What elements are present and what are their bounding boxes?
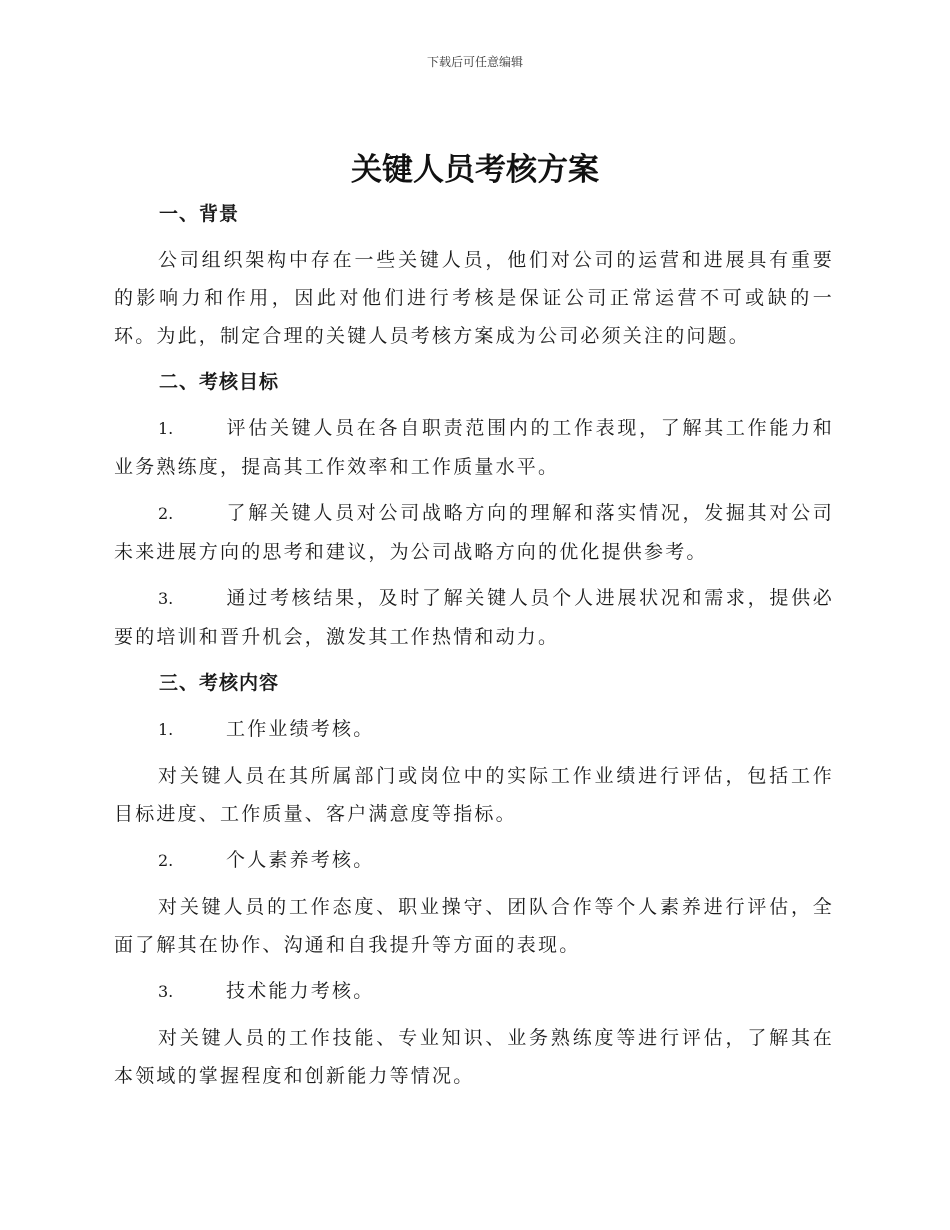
background-paragraph: 公司组织架构中存在一些关键人员，他们对公司的运营和进展具有重要的影响力和作用，因此对他们进行考核是保证公司正常运营不可或缺的一环。为此，制定合理的关键人员考核方案成为公司必须关注的问题。 [114, 249, 834, 347]
content-item-title: 个人素养考核。 [226, 849, 375, 871]
goal-item-text: 了解关键人员对公司战略方向的理解和落实情况，发掘其对公司未来进展方向的思考和建议，为公司战略方向的优化提供参考。 [114, 502, 834, 563]
goal-item-number: 1. [158, 419, 174, 438]
content-item-3-title [114, 972, 834, 1011]
content-item-2-title [114, 841, 834, 880]
section-heading-content: 三、考核内容 [159, 672, 280, 694]
content-item-2-desc: 对关键人员的工作态度、职业操守、团队合作等个人素养进行评估，全面了解其在协作、沟通和自我提升等方面的表现。 [114, 896, 834, 956]
goal-item-number: 3. [158, 589, 174, 608]
goal-item-text: 通过考核结果，及时了解关键人员个人进展状况和需求，提供必要的培训和晋升机会，激发其工作热情和动力。 [114, 587, 834, 648]
goal-item-number: 2. [158, 504, 174, 523]
content-item-number: 3. [158, 982, 174, 1001]
section-heading-goals: 二、考核目标 [159, 371, 280, 393]
content-item-3-desc: 对关键人员的工作技能、专业知识、业务熟练度等进行评估，了解其在本领域的掌握程度和创新能力等情况。 [114, 1027, 834, 1087]
goal-item-text: 评估关键人员在各自职责范围内的工作表现，了解其工作能力和业务熟练度，提高其工作效率和工作质量水平。 [114, 417, 834, 478]
page-header-note: 下载后可任意编辑 [426, 55, 523, 69]
goal-item-1 [114, 409, 834, 486]
document-title: 关键人员考核方案 [351, 152, 599, 188]
content-item-number: 2. [158, 851, 174, 870]
content-item-title: 工作业绩考核。 [226, 718, 375, 740]
content-item-1-desc: 对关键人员在其所属部门或岗位中的实际工作业绩进行评估，包括工作目标进度、工作质量、客户满意度等指标。 [114, 765, 834, 825]
content-item-number: 1. [158, 720, 174, 739]
goal-item-3 [114, 579, 834, 656]
goal-item-2 [114, 494, 834, 571]
document-body [114, 195, 834, 1095]
section-heading-background: 一、背景 [159, 203, 240, 225]
content-item-title: 技术能力考核。 [226, 980, 375, 1002]
content-item-1-title [114, 710, 834, 749]
